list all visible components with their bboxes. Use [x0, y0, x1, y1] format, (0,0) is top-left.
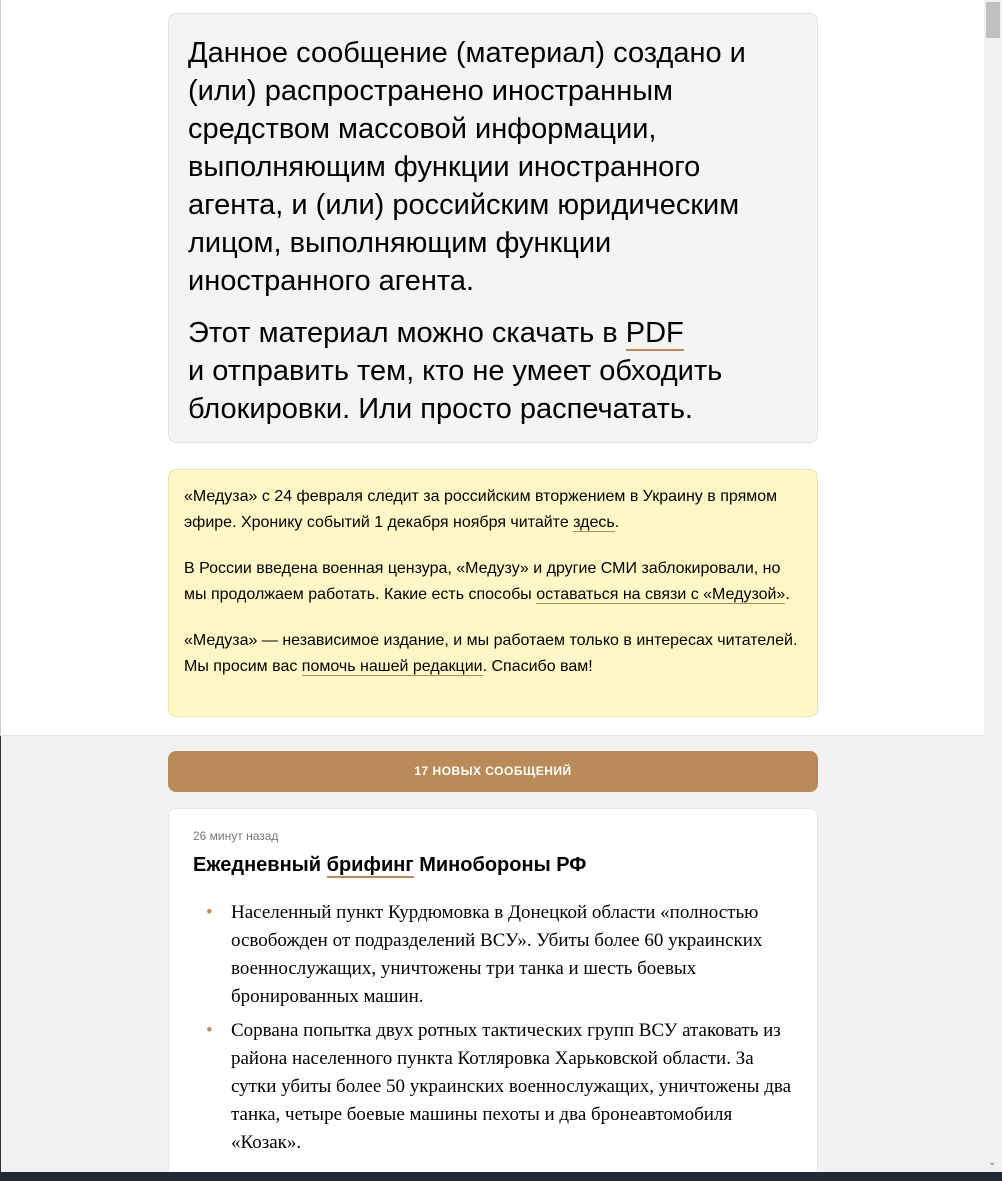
pdf-link[interactable]: PDF: [625, 317, 684, 349]
list-item: • Сорвана попытка двух ротных тактических групп ВСУ атаковать из района населенного пункта Котляровка Харьковской области. За сутки убиты более 50 украинских военнослужащих, уничтожены два танка, четыре боевые машины пехоты и два бронеавтомобиля «Козак».: [231, 1017, 793, 1157]
scrollbar-thumb[interactable]: [986, 2, 1000, 38]
post-card: [168, 808, 818, 1181]
text: .: [785, 586, 790, 603]
text: Ежедневный: [193, 854, 327, 876]
info-note: [168, 469, 818, 717]
note-p2: [184, 556, 802, 608]
text: . Спасибо вам!: [482, 658, 593, 675]
agent-text: Данное сообщение (материал) создано и (или) распространено иностранным средством массовой информации, выполняющим функции иностранного агента, и (или) российским юридическим лицом, выполняющим функции иностранного агента.: [188, 37, 746, 297]
stay-connected-link[interactable]: оставаться на связи с «Медузой»: [536, 586, 786, 603]
scrollbar[interactable]: [984, 0, 1002, 1172]
text: «Медуза» с 24 февраля следит за российским вторжением в Украину в прямом эфире. Хронику событий 1 декабря ноября читайте: [184, 488, 778, 531]
chevron-down-icon[interactable]: ⌄: [988, 1157, 997, 1168]
briefing-link[interactable]: брифинг: [326, 854, 414, 876]
text: В России введена военная цензура, «Медузу» и другие СМИ заблокировали, но мы продолжаем работать. Какие есть способы: [184, 560, 781, 603]
post-title: [193, 854, 793, 877]
pdf-text: Этот материал можно скачать в: [188, 317, 626, 349]
text: .: [614, 514, 620, 531]
post-time: 26 минут назад: [193, 829, 279, 843]
text: «Медуза» — независимое издание, и мы работаем только в интересах читателей. Мы просим вас: [184, 632, 798, 675]
chronicle-link[interactable]: здесь: [573, 514, 615, 531]
post-bullets: [193, 899, 793, 1157]
note-p3: [184, 628, 802, 680]
donate-link[interactable]: помочь нашей редакции: [301, 658, 483, 675]
new-messages-button[interactable]: 17 НОВЫХ СООБЩЕНИЙ: [168, 751, 818, 792]
pdf-paragraph: [188, 314, 798, 428]
text: Минобороны РФ: [413, 854, 587, 876]
list-item: • Населенный пункт Курдюмовка в Донецкой области «полностью освобожден от подразделений ВСУ». Убиты более 60 украинских военнослужащих, уничтожены три танка и шесть боевых бронированных машин.: [231, 899, 793, 1011]
note-p1: [184, 484, 802, 536]
pdf-text-after: и отправить тем, кто не умеет обходить блокировки. Или просто распечатать.: [188, 355, 723, 425]
foreign-agent-notice: [168, 13, 818, 443]
taskbar: [0, 1172, 1002, 1181]
